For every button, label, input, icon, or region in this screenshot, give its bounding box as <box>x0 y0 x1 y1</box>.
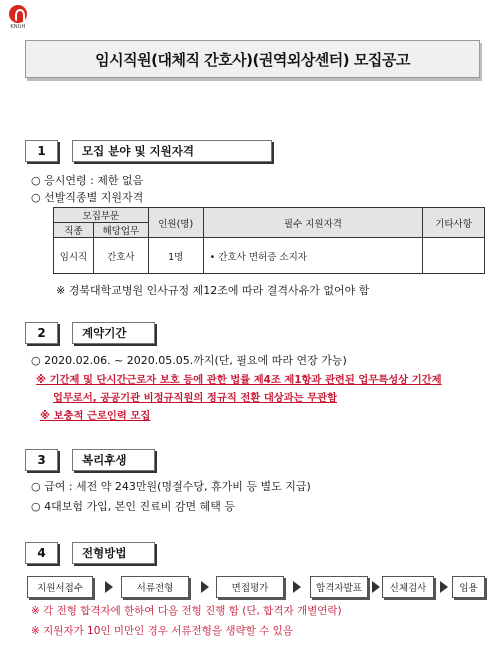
step-interview: 면접평가 <box>216 576 284 598</box>
th-count: 인원(명) <box>148 208 203 238</box>
section-3-number: 3 <box>25 449 58 471</box>
step-document-review: 서류전형 <box>121 576 189 598</box>
cell-duty: 간호사 <box>93 238 148 274</box>
section-4-number: 4 <box>25 542 58 564</box>
section-4-header <box>25 542 155 564</box>
process-note-1: ※ 각 전형 합격자에 한하여 다음 전형 진행 함 (단, 합격자 개별연락) <box>31 605 342 617</box>
arrow-right-icon <box>105 581 113 593</box>
qualification-table <box>53 207 485 274</box>
selection-process-flow <box>27 576 487 598</box>
step-appointment: 임용 <box>452 576 485 598</box>
salary-info: ○ 급여 : 세전 약 243만원(명절수당, 휴가비 등 별도 지급) <box>31 480 311 493</box>
th-group: 모집부문 <box>54 208 149 223</box>
process-note-2: ※ 지원자가 10인 미만인 경우 서류전형을 생략할 수 있음 <box>31 625 293 637</box>
section-3-header <box>25 449 155 471</box>
cell-count: 1명 <box>148 238 203 274</box>
hospital-logo <box>6 5 30 30</box>
th-etc: 기타사항 <box>423 208 485 238</box>
table-row <box>54 238 485 274</box>
section-1-label: 모집 분야 및 지원자격 <box>72 140 272 162</box>
section-2-header <box>25 322 155 344</box>
arrow-right-icon <box>293 581 301 593</box>
logo-text: KNUH <box>10 24 26 30</box>
section-1-number: 1 <box>25 140 58 162</box>
arrow-right-icon <box>201 581 209 593</box>
section-2-label: 계약기간 <box>72 322 155 344</box>
contract-period: ○ 2020.02.06. ~ 2020.05.05.까지(단, 필요에 따라 연장 가능) <box>31 354 347 367</box>
th-type: 직종 <box>54 223 94 238</box>
hospital-emblem-icon <box>9 5 27 23</box>
section-2-number: 2 <box>25 322 58 344</box>
step-medical-exam: 신체검사 <box>382 576 434 598</box>
section-4-label: 전형방법 <box>72 542 155 564</box>
disqualification-note: ※ 경북대학교병원 인사규정 제12조에 따라 결격사유가 없어야 함 <box>56 284 370 297</box>
th-requirement: 필수 지원자격 <box>203 208 422 238</box>
title-box <box>25 40 480 78</box>
cell-requirement: • 간호사 면허증 소지자 <box>203 238 422 274</box>
age-limit: ○ 응시연령 : 제한 없음 <box>31 174 144 187</box>
step-announcement: 합격자발표 <box>310 576 368 598</box>
page-title: 임시직원(대체직 간호사)(권역외상센터) 모집공고 <box>95 50 410 69</box>
cell-etc <box>423 238 485 274</box>
arrow-right-icon <box>440 581 448 593</box>
th-duty: 해당업무 <box>93 223 148 238</box>
contract-note-line1: ※ 기간제 및 단시간근로자 보호 등에 관한 법률 제4조 제1항과 관련된 업무특성상 기간제 <box>36 374 442 386</box>
insurance-info: ○ 4대보험 가입, 본인 진료비 감면 혜택 등 <box>31 500 235 513</box>
cell-type: 임시직 <box>54 238 94 274</box>
contract-note-line2: 업무로서, 공공기관 비정규직원의 정규직 전환 대상과는 무관함 <box>53 392 338 404</box>
section-3-label: 복리후생 <box>72 449 155 471</box>
step-application: 지원서접수 <box>27 576 93 598</box>
arrow-right-icon <box>372 581 380 593</box>
qualification-heading: ○ 선발직종별 지원자격 <box>31 191 144 204</box>
section-1-header <box>25 140 272 162</box>
contract-note-supplementary: ※ 보충적 근로인력 모집 <box>40 410 151 422</box>
